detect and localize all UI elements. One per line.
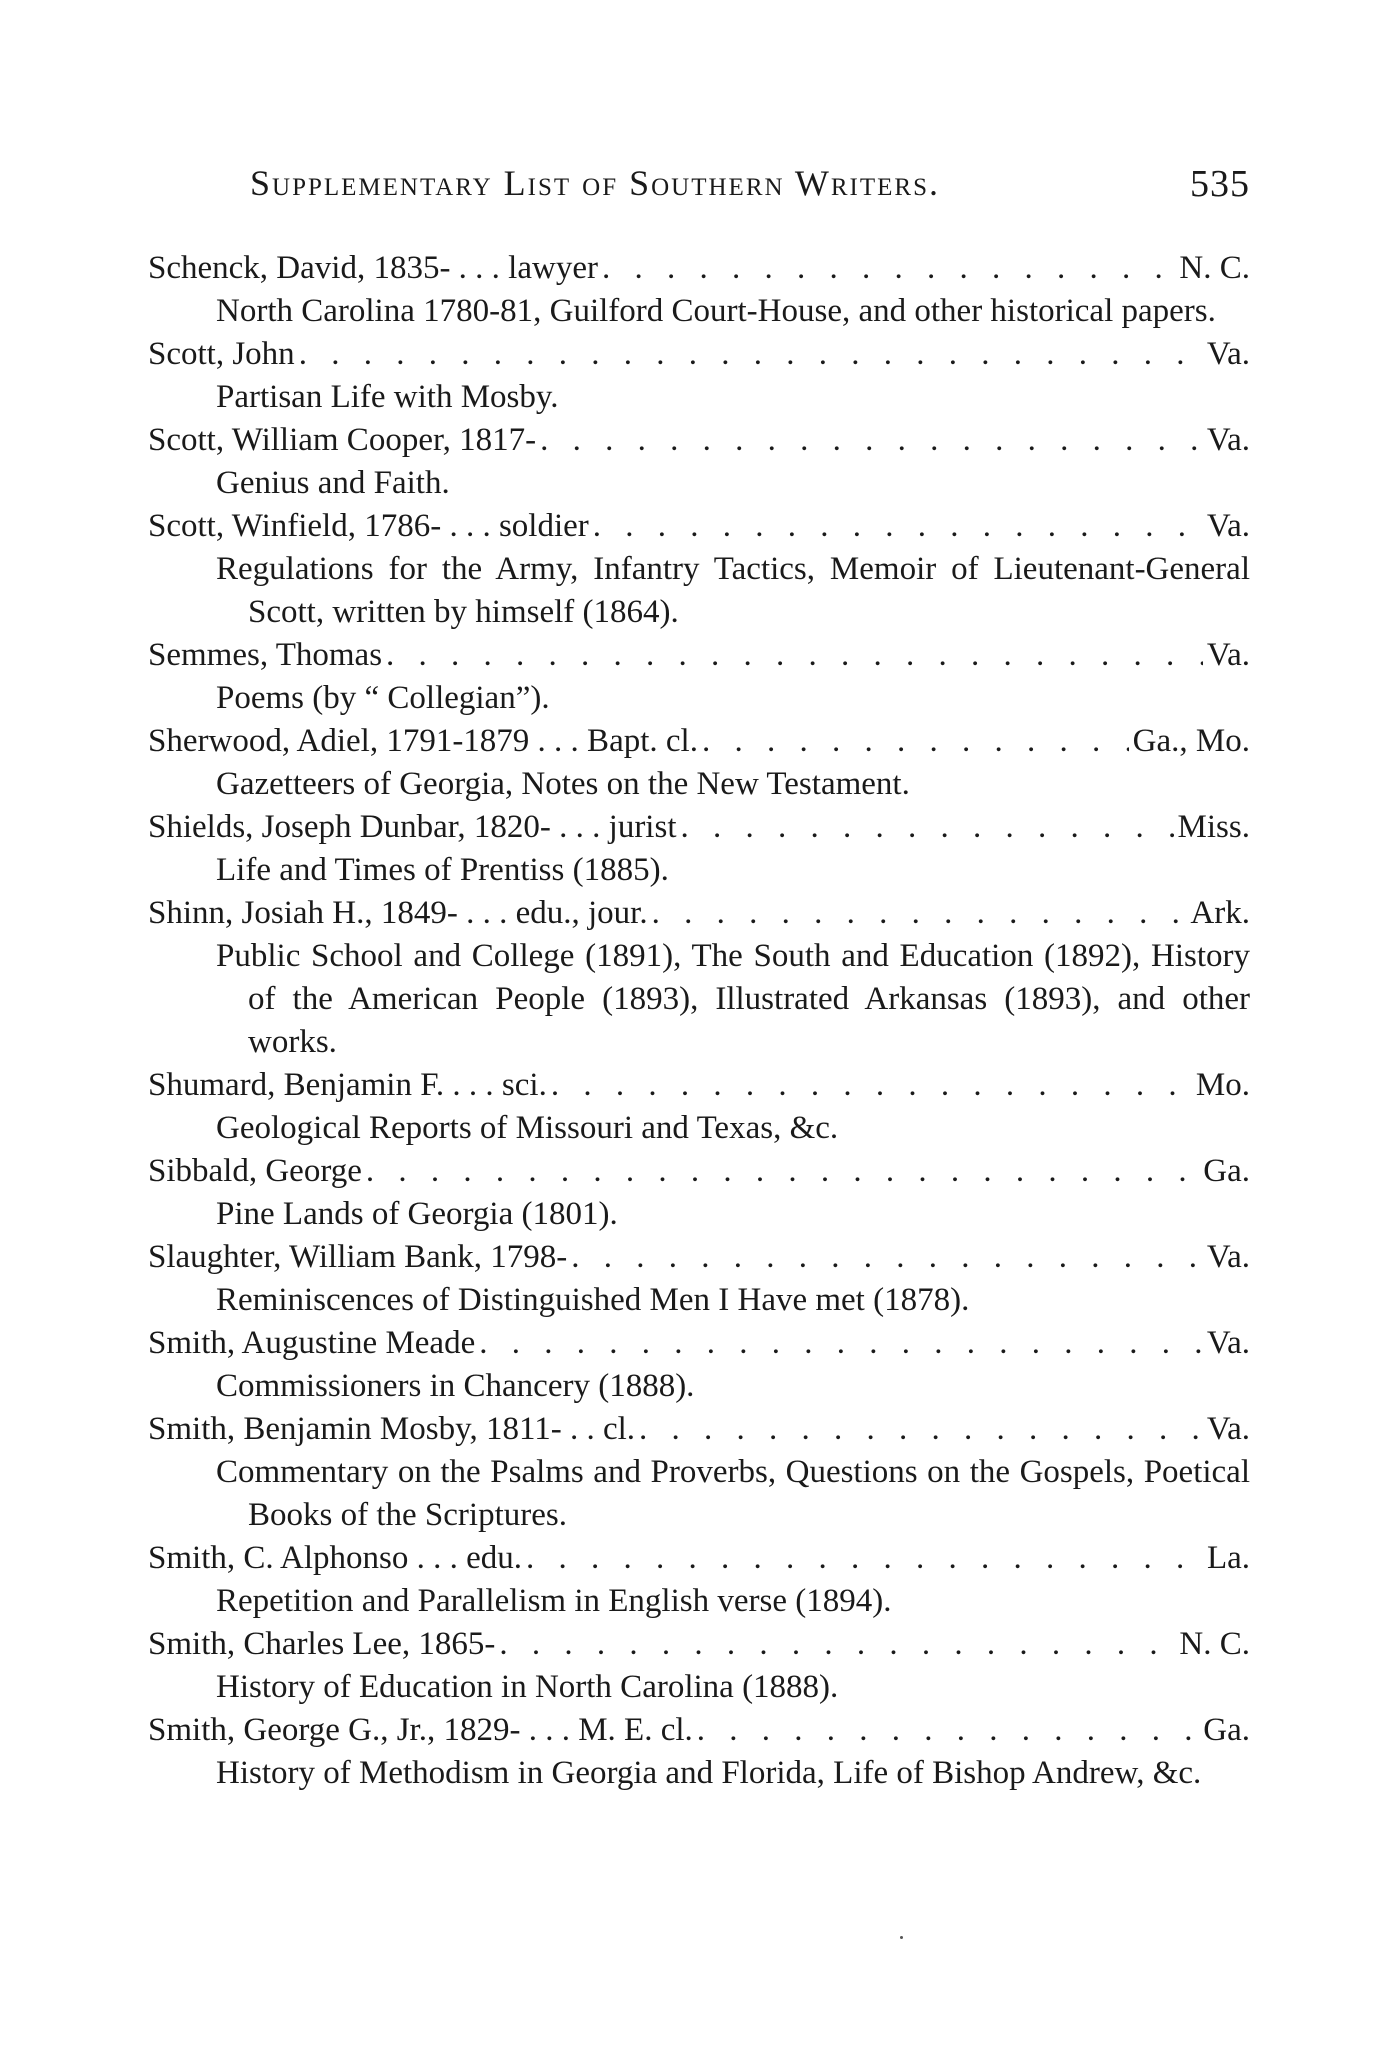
- entry-heading: [148, 1322, 1250, 1365]
- writer-list: [148, 247, 1250, 1795]
- writer-entry: [148, 1408, 1250, 1537]
- writer-name: Schenck, David, 1835- . . . lawyer: [148, 250, 598, 286]
- writer-name: Sibbald, George: [148, 1153, 362, 1189]
- writer-state: Mo.: [1195, 1067, 1250, 1103]
- dot-leader: [652, 892, 1187, 935]
- writer-entry: [148, 634, 1250, 720]
- entry-heading: [148, 1064, 1250, 1107]
- writer-entry: [148, 1623, 1250, 1709]
- writer-works: [148, 1580, 1250, 1623]
- writer-entry: [148, 1322, 1250, 1408]
- works-text: North Carolina 1780-81, Guilford Court-House, and other historical papers.: [216, 293, 1216, 329]
- writer-state: Va.: [1206, 1325, 1250, 1361]
- writer-works: [148, 1666, 1250, 1709]
- dot-leader: [702, 720, 1129, 763]
- writer-name: Shumard, Benjamin F. . . . sci.: [148, 1067, 547, 1103]
- writer-state: N. C.: [1179, 1626, 1250, 1662]
- writer-entry: [148, 1537, 1250, 1623]
- writer-entry: [148, 1236, 1250, 1322]
- works-text: Poems (by “ Collegian”).: [216, 680, 550, 716]
- writer-name: Scott, John: [148, 336, 295, 372]
- entry-heading: [148, 1709, 1250, 1752]
- writer-works: [148, 763, 1250, 806]
- entry-heading: [148, 720, 1250, 763]
- writer-works: [148, 1279, 1250, 1322]
- works-text: Regulations for the Army, Infantry Tactics, Memoir of Lieutenant-General Scott, written by himself (1864).: [216, 551, 1250, 630]
- running-header: [250, 162, 1250, 212]
- dot-leader: [540, 419, 1203, 462]
- works-text: Commissioners in Chancery (1888).: [216, 1368, 695, 1404]
- running-title: Supplementary List of Southern Writers.: [250, 163, 941, 203]
- writer-works: [148, 462, 1250, 505]
- writer-name: Semmes, Thomas: [148, 637, 383, 673]
- dot-leader: [593, 505, 1203, 548]
- writer-works: [148, 1752, 1250, 1795]
- dot-leader: [697, 1709, 1199, 1752]
- entry-heading: [148, 1408, 1250, 1451]
- writer-name: Smith, Charles Lee, 1865-: [148, 1626, 496, 1662]
- entry-heading: [148, 1537, 1250, 1580]
- works-text: Gazetteers of Georgia, Notes on the New Testament.: [216, 766, 910, 802]
- writer-entry: [148, 1064, 1250, 1150]
- entry-heading: [148, 1623, 1250, 1666]
- writer-entry: [148, 247, 1250, 333]
- writer-state: Va.: [1206, 336, 1250, 372]
- writer-works: [148, 1107, 1250, 1150]
- entry-heading: [148, 634, 1250, 677]
- dot-leader: [479, 1322, 1203, 1365]
- writer-name: Shinn, Josiah H., 1849- . . . edu., jour.: [148, 895, 648, 931]
- writer-name: Sherwood, Adiel, 1791-1879 . . . Bapt. cl.: [148, 723, 698, 759]
- works-text: Commentary on the Psalms and Proverbs, Questions on the Gospels, Poetical Books of the Scriptures.: [216, 1454, 1250, 1533]
- works-text: Pine Lands of Georgia (1801).: [216, 1196, 618, 1232]
- entry-heading: [148, 247, 1250, 290]
- writer-entry: [148, 892, 1250, 1064]
- writer-entry: [148, 720, 1250, 806]
- writer-name: Smith, C. Alphonso . . . edu.: [148, 1540, 523, 1576]
- writer-works: [148, 548, 1250, 634]
- writer-works: [148, 849, 1250, 892]
- writer-name: Scott, Winfield, 1786- . . . soldier: [148, 508, 589, 544]
- page-number: 535: [1190, 163, 1250, 205]
- dot-leader: [386, 634, 1203, 677]
- writer-entry: [148, 1709, 1250, 1795]
- entry-heading: [148, 1236, 1250, 1279]
- writer-works: [148, 376, 1250, 419]
- dot-leader: [602, 247, 1175, 290]
- writer-state: Ga., Mo.: [1132, 723, 1250, 759]
- dot-leader: [639, 1408, 1203, 1451]
- works-text: Repetition and Parallelism in English verse (1894).: [216, 1583, 892, 1619]
- writer-state: Va.: [1206, 637, 1250, 673]
- writer-state: Va.: [1206, 508, 1250, 544]
- writer-state: Ark.: [1190, 895, 1250, 931]
- writer-works: [148, 677, 1250, 720]
- writer-entry: [148, 806, 1250, 892]
- works-text: Reminiscences of Distinguished Men I Have met (1878).: [216, 1282, 970, 1318]
- writer-name: Slaughter, William Bank, 1798-: [148, 1239, 568, 1275]
- writer-works: [148, 290, 1250, 333]
- dot-leader: [299, 333, 1203, 376]
- entry-heading: [148, 806, 1250, 849]
- works-text: Genius and Faith.: [216, 465, 450, 501]
- writer-works: [148, 935, 1250, 1064]
- writer-name: Smith, Benjamin Mosby, 1811- . . cl.: [148, 1411, 636, 1447]
- writer-state: N. C.: [1179, 250, 1250, 286]
- entry-heading: [148, 419, 1250, 462]
- dot-leader: [551, 1064, 1192, 1107]
- writer-state: Miss.: [1177, 809, 1250, 845]
- writer-works: [148, 1451, 1250, 1537]
- dot-leader: [571, 1236, 1203, 1279]
- entry-heading: [148, 1150, 1250, 1193]
- writer-works: [148, 1193, 1250, 1236]
- paper-speck: [900, 1936, 903, 1939]
- writer-name: Scott, William Cooper, 1817-: [148, 422, 537, 458]
- works-text: Partisan Life with Mosby.: [216, 379, 559, 415]
- writer-entry: [148, 505, 1250, 634]
- works-text: History of Education in North Carolina (1888).: [216, 1669, 839, 1705]
- writer-name: Smith, Augustine Meade: [148, 1325, 476, 1361]
- entry-heading: [148, 892, 1250, 935]
- works-text: Public School and College (1891), The South and Education (1892), History of the American People (1893), Illustrated Arkansas (1893), and other works.: [216, 938, 1250, 1060]
- writer-state: La.: [1206, 1540, 1250, 1576]
- writer-state: Va.: [1206, 1239, 1250, 1275]
- entry-heading: [148, 333, 1250, 376]
- writer-entry: [148, 1150, 1250, 1236]
- writer-state: Ga.: [1203, 1712, 1250, 1748]
- dot-leader: [526, 1537, 1203, 1580]
- entry-heading: [148, 505, 1250, 548]
- works-text: Life and Times of Prentiss (1885).: [216, 852, 669, 888]
- writer-name: Shields, Joseph Dunbar, 1820- . . . jurist: [148, 809, 677, 845]
- writer-entry: [148, 419, 1250, 505]
- dot-leader: [499, 1623, 1175, 1666]
- writer-state: Va.: [1206, 1411, 1250, 1447]
- works-text: Geological Reports of Missouri and Texas, &c.: [216, 1110, 839, 1146]
- works-text: History of Methodism in Georgia and Florida, Life of Bishop Andrew, &c.: [216, 1755, 1202, 1791]
- writer-works: [148, 1365, 1250, 1408]
- writer-entry: [148, 333, 1250, 419]
- dot-leader: [680, 806, 1173, 849]
- writer-state: Va.: [1206, 422, 1250, 458]
- dot-leader: [366, 1150, 1199, 1193]
- writer-name: Smith, George G., Jr., 1829- . . . M. E. cl.: [148, 1712, 693, 1748]
- writer-state: Ga.: [1203, 1153, 1250, 1189]
